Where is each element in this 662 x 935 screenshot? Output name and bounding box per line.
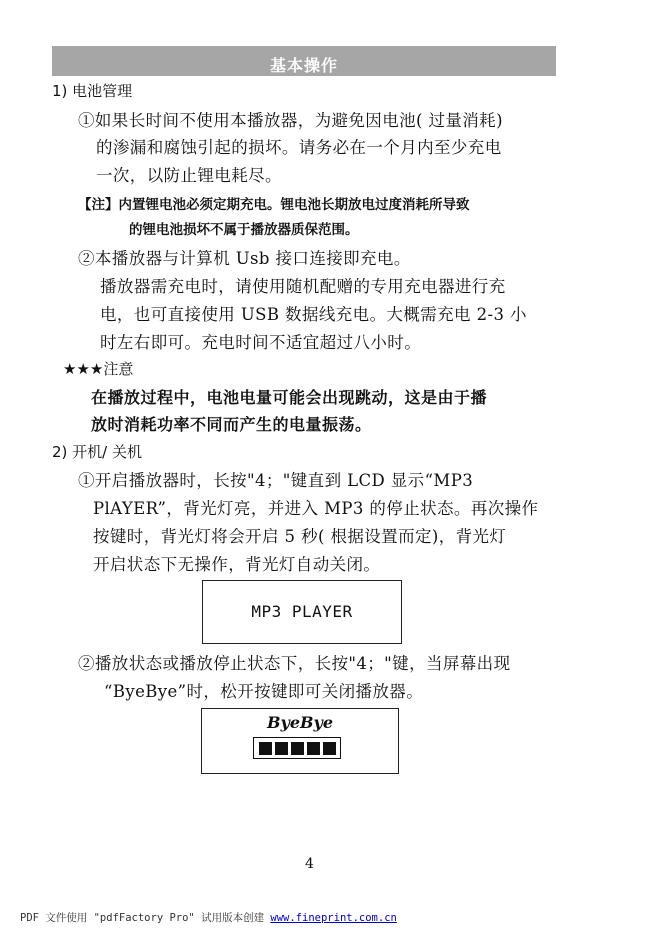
battery-item2-line: ②本播放器与计算机 Usb 接口连接即充电。 xyxy=(78,249,411,268)
section-header-bar xyxy=(52,46,556,76)
charging-detail-line1: 播放器需充电时，请使用随机配赠的专用充电器进行充 xyxy=(100,277,506,296)
footer-link[interactable]: www.fineprint.com.cn xyxy=(270,912,397,924)
power-item2-line1: ②播放状态或播放停止状态下，长按"4；"键，当屏幕出现 xyxy=(78,654,511,673)
battery-segment xyxy=(307,742,320,755)
battery-segment xyxy=(323,742,336,755)
battery-segment xyxy=(259,742,272,755)
attention-heading xyxy=(63,358,133,379)
battery-item1-line3: 一次，以防止锂电耗尽。 xyxy=(96,166,282,185)
attention-label: 注意 xyxy=(103,360,134,378)
power-item1-line2: PlAYER”，背光灯亮，并进入 MP3 的停止状态。再次操作 xyxy=(93,499,539,518)
battery-segment xyxy=(291,742,304,755)
power-item1-line1: ①开启播放器时，长按"4；"键直到 LCD 显示“MP3 xyxy=(78,471,474,490)
pdf-footer xyxy=(20,910,397,925)
power-item2-line2: “ByeBye”时，松开按键即可关闭播放器。 xyxy=(104,682,424,701)
byebye-text: ByeBye xyxy=(267,713,333,732)
footer-text: PDF 文件使用 "pdfFactory Pro" 试用版本创建 xyxy=(20,912,271,924)
attention-line1: 在播放过程中，电池电量可能会出现跳动，这是由于播 xyxy=(91,388,488,407)
page-number: 4 xyxy=(305,856,314,872)
attention-line2: 放时消耗功率不同而产生的电量振荡。 xyxy=(91,415,372,434)
star-icon: ★★★ xyxy=(63,360,104,378)
battery-item1-line1: ①如果长时间不使用本播放器，为避免因电池( 过量消耗) xyxy=(78,111,503,130)
battery-management-heading: 1) 电池管理 xyxy=(52,82,133,100)
battery-indicator-icon xyxy=(253,737,341,759)
warranty-note-line1: 【注】内置锂电池必须定期充电。锂电池长期放电过度消耗所导致 xyxy=(78,197,470,213)
charging-detail-line3: 时左右即可。充电时间不适宜超过八小时。 xyxy=(100,333,422,352)
lcd-screen-mp3-player xyxy=(202,580,402,644)
power-item1-line3: 按键时，背光灯将会开启 5 秒( 根据设置而定)，背光灯 xyxy=(93,527,507,546)
lcd-screen-text: MP3 PLAYER xyxy=(251,602,353,621)
lcd-screen-byebye xyxy=(201,708,399,774)
battery-item1-line2: 的渗漏和腐蚀引起的损坏。请务必在一个月内至少充电 xyxy=(96,138,502,157)
battery-segment xyxy=(275,742,288,755)
warranty-note-line2: 的锂电池损坏不属于播放器质保范围。 xyxy=(129,222,359,238)
power-item1-line4: 开启状态下无操作，背光灯自动关闭。 xyxy=(93,555,381,574)
power-on-off-heading: 2) 开机/ 关机 xyxy=(52,443,142,461)
section-title: 基本操作 xyxy=(269,56,338,75)
charging-detail-line2: 电，也可直接使用 USB 数据线充电。大概需充电 2-3 小 xyxy=(100,305,527,324)
